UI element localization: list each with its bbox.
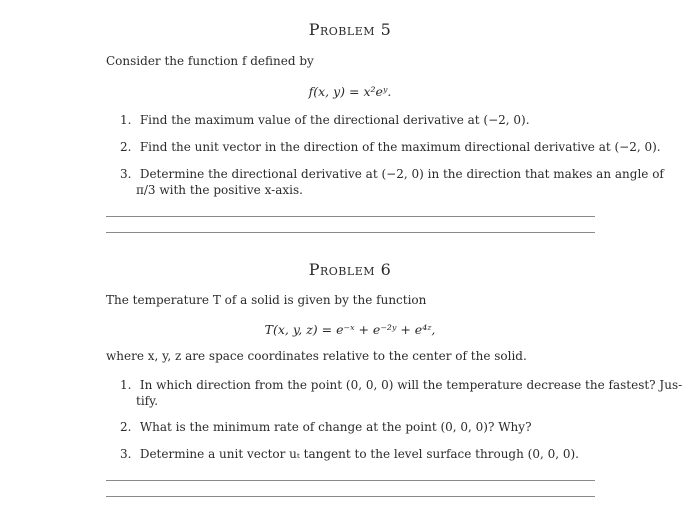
problem-5-item-2 (120, 139, 661, 156)
divider-line (106, 496, 595, 497)
problem-6-item-2 (120, 419, 532, 436)
item-number: 1. (120, 113, 132, 127)
item-text: In which direction from the point (0, 0, 0) will the temperature decrease the fastest? Jus- (139, 378, 683, 392)
problem-6-title: Problem 6 (308, 260, 392, 279)
item-number: 1. (120, 378, 132, 392)
problem-5-item-3-continuation: π/3 with the positive x-axis. (136, 183, 303, 197)
item-number: 3. (120, 167, 132, 181)
item-number: 3. (120, 447, 132, 461)
divider-line (106, 232, 595, 233)
problem-6-item-3 (120, 446, 579, 463)
problem-5-title: Problem 5 (308, 20, 392, 39)
problem-6-intro: The temperature T of a solid is given by the function (106, 293, 427, 307)
problem-6-after: where x, y, z are space coordinates relative to the center of the solid. (106, 349, 527, 363)
divider-line (106, 216, 595, 217)
problem-5-item-1 (120, 112, 530, 129)
item-text: What is the minimum rate of change at the point (0, 0, 0)? Why? (139, 420, 532, 434)
problem-5-equation: f(x, y) = x²eʸ. (308, 84, 392, 99)
item-number: 2. (120, 140, 132, 154)
problem-6-equation: T(x, y, z) = e⁻ˣ + e⁻²ʸ + e⁴ᶻ, (264, 322, 436, 337)
problem-5-intro: Consider the function f defined by (106, 54, 314, 68)
problem-6-item-1-continuation: tify. (136, 394, 159, 408)
problem-5-item-3 (120, 166, 664, 183)
item-number: 2. (120, 420, 132, 434)
item-text: Determine the directional derivative at (−2, 0) in the direction that makes an angle of (139, 167, 664, 181)
problem-6-item-1 (120, 377, 682, 394)
item-text: Find the maximum value of the directional derivative at (−2, 0). (139, 113, 530, 127)
item-text: Determine a unit vector uₜ tangent to the level surface through (0, 0, 0). (139, 447, 579, 461)
item-text: Find the unit vector in the direction of the maximum directional derivative at (−2, 0). (139, 140, 661, 154)
divider-line (106, 480, 595, 481)
